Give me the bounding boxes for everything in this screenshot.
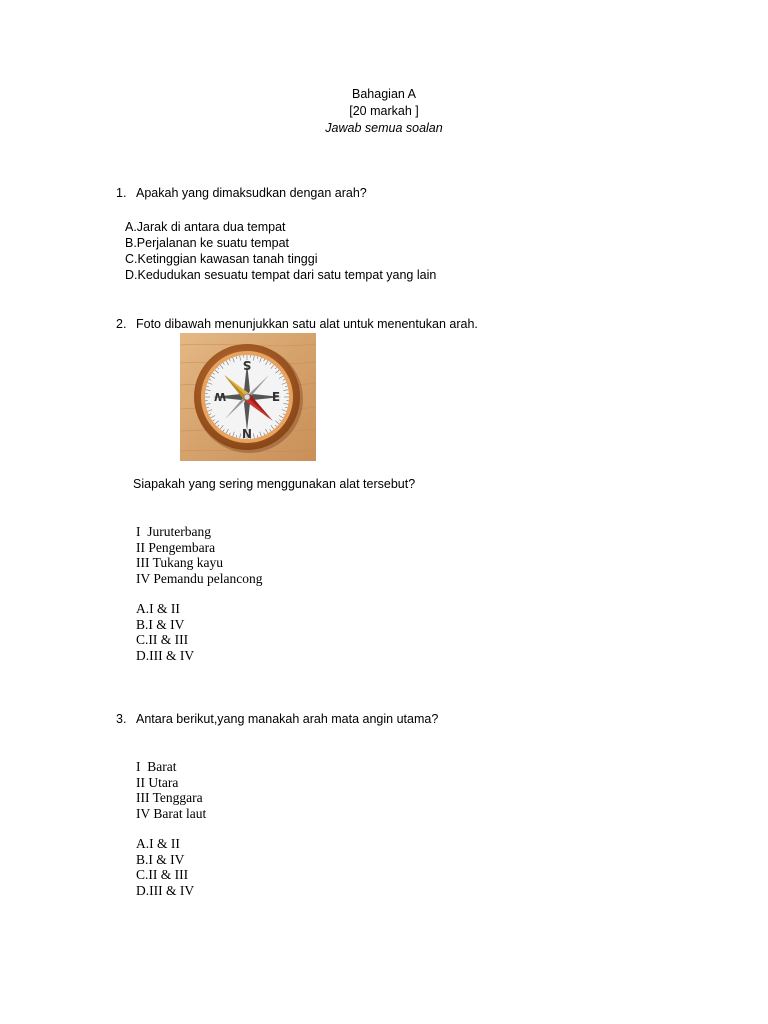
marks-label: [20 markah ] <box>349 104 419 118</box>
statement-2: II Pengembara <box>136 539 216 555</box>
statement-1: I Juruterbang <box>136 524 211 539</box>
answer-b: B.I & IV <box>136 851 185 867</box>
question-2-text: Foto dibawah menunjukkan satu alat untuk menentukan arah. <box>136 317 478 331</box>
answer-d: D.III & IV <box>136 882 195 898</box>
question-2 <box>116 317 478 331</box>
question-1 <box>116 186 367 200</box>
statement-3: III Tenggara <box>136 790 203 805</box>
option-c: C.Ketinggian kawasan tanah tinggi <box>125 252 318 266</box>
question-3-answers <box>136 836 194 898</box>
question-3-number: 3. <box>116 712 127 726</box>
answer-c: C.II & III <box>136 632 189 647</box>
statement-3: III Tukang kayu <box>136 555 223 570</box>
question-3 <box>116 712 438 726</box>
question-1-text: Apakah yang dimaksudkan dengan arah? <box>136 186 367 200</box>
statement-4: IV Pemandu pelancong <box>136 570 263 586</box>
compass-letter-s: S <box>242 358 252 372</box>
section-title: Bahagian A <box>352 87 416 101</box>
statement-1: I Barat <box>136 759 177 774</box>
question-3-statements <box>136 759 206 821</box>
answer-c: C.II & III <box>136 867 189 882</box>
instruction-text: Jawab semua soalan <box>325 121 443 135</box>
question-3-text: Antara berikut,yang manakah arah mata angin utama? <box>136 712 439 726</box>
compass-letter-n: N <box>241 426 253 440</box>
statement-2: II Utara <box>136 774 179 790</box>
compass-photo <box>180 333 316 461</box>
compass-letter-w: W <box>213 390 227 403</box>
answer-d: D.III & IV <box>136 647 195 663</box>
answer-b: B.I & IV <box>136 616 185 632</box>
option-a: A.Jarak di antara dua tempat <box>125 220 286 234</box>
question-2-answers <box>136 601 194 663</box>
question-2-subquestion: Siapakah yang sering menggunakan alat tersebut? <box>133 477 416 491</box>
option-d: D.Kedudukan sesuatu tempat dari satu tempat yang lain <box>125 268 437 282</box>
question-1-number: 1. <box>116 186 127 200</box>
question-1-options <box>125 219 436 283</box>
question-2-number: 2. <box>116 317 127 331</box>
answer-a: A.I & II <box>136 601 180 616</box>
question-2-statements <box>136 524 262 586</box>
compass-letter-e: E <box>271 390 281 404</box>
option-b: B.Perjalanan ke suatu tempat <box>125 236 289 250</box>
answer-a: A.I & II <box>136 836 180 851</box>
statement-4: IV Barat laut <box>136 805 207 821</box>
